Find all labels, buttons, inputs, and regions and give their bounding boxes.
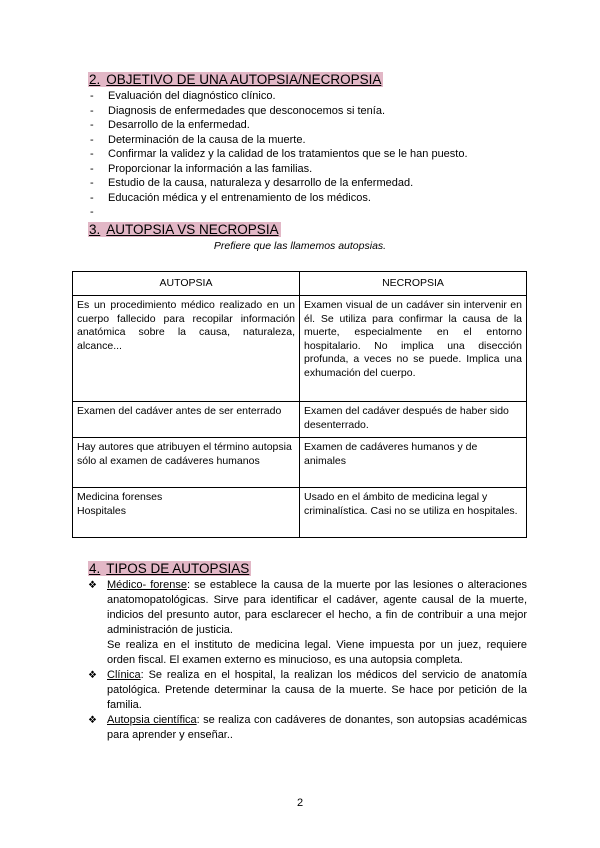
section-3-subtitle: Prefiere que las llamemos autopsias.: [213, 240, 387, 252]
column-header-autopsia: AUTOPSIA: [73, 272, 300, 296]
term-label: Autopsia científica: [107, 714, 197, 726]
section-4-title: TIPOS DE AUTOPSIAS: [106, 561, 250, 576]
table-cell: Examen del cadáver antes de ser enterrado: [73, 402, 300, 438]
table-cell: Examen del cadáver después de haber sido desenterrado.: [300, 402, 527, 438]
table-cell: Hay autores que atribuyen el término autopsia sólo al examen de cadáveres humanos: [73, 438, 300, 488]
diamond-bullet-icon: ❖: [88, 670, 97, 681]
table-cell: Usado en el ámbito de medicina legal y criminalística. Casi no se utiliza en hospitales.: [300, 488, 527, 538]
section-4-number: 4.: [89, 561, 101, 576]
table-cell: Medicina forenses Hospitales: [73, 488, 300, 538]
term-label: Clínica: [107, 669, 141, 681]
table-row: [73, 296, 527, 402]
column-header-necropsia: NECROPSIA: [300, 272, 527, 296]
comparison-table: [72, 271, 527, 538]
table-cell: Examen de cadáveres humanos y de animales: [300, 438, 527, 488]
term-description: : se establece la causa de la muerte por las lesiones o alteraciones anatomopatológicas. Sirve para identificar el cadáver, agente causal de la muerte, indicios del presunto autor, para esclarecer el hecho, a fin de contribuir a una mejor administración de justicia.: [107, 579, 527, 636]
list-item: - Confirmar la validez y la calidad de los tratamientos que se le han puesto.: [88, 147, 468, 162]
section-3-number: 3.: [89, 222, 101, 237]
autopsy-types-list: [88, 578, 527, 743]
list-item: - Diagnosis de enfermedades que desconocemos si tenía.: [88, 104, 468, 119]
list-item: [88, 205, 468, 220]
list-item: [88, 578, 527, 668]
list-item: - Evaluación del diagnóstico clínico.: [88, 89, 468, 104]
section-2-heading: [88, 71, 383, 88]
term-description: : se realiza con cadáveres de donantes, son autopsias académicas para aprender y enseñar..: [107, 714, 527, 741]
table-row: [73, 438, 527, 488]
page-number: 2: [296, 797, 304, 809]
list-item: - Determinación de la causa de la muerte.: [88, 133, 468, 148]
section-3-heading: [88, 221, 281, 238]
diamond-bullet-icon: ❖: [88, 580, 97, 591]
table-row: [73, 402, 527, 438]
table-cell: Es un procedimiento médico realizado en un cuerpo fallecido para recopilar información anatómica sobre la causa, naturaleza, alcance...: [73, 296, 300, 402]
objectives-list: [88, 89, 468, 220]
list-item: - Proporcionar la información a las familias.: [88, 162, 468, 177]
list-item: - Educación médica y el entrenamiento de los médicos.: [88, 191, 468, 206]
section-3-title: AUTOPSIA VS NECROPSIA: [106, 222, 279, 237]
table-cell: Examen visual de un cadáver sin intervenir en él. Se utiliza para confirmar la causa de la muerte, especialmente en el entorno hospitalario. No implica una disección profunda, a veces no se puede. Implica una exhumación del cuerpo.: [300, 296, 527, 402]
term-description: : Se realiza en el hospital, la realizan los médicos del servicio de anatomía patológica. Pretende determinar la causa de la muerte. Se hace por petición de la familia.: [107, 669, 527, 711]
list-item: [88, 713, 527, 743]
list-item: [88, 668, 527, 713]
list-item: - Estudio de la causa, naturaleza y desarrollo de la enfermedad.: [88, 176, 468, 191]
table-row: [73, 488, 527, 538]
table-header-row: [73, 272, 527, 296]
term-label: Médico- forense: [107, 579, 187, 591]
section-2-title: OBJETIVO DE UNA AUTOPSIA/NECROPSIA: [106, 72, 382, 87]
term-extra: Se realiza en el instituto de medicina legal. Viene impuesta por un juez, requiere orden fiscal. El examen externo es minucioso, es una autopsia completa.: [107, 639, 527, 666]
section-2-number: 2.: [89, 72, 101, 87]
section-4-heading: [88, 560, 251, 577]
diamond-bullet-icon: ❖: [88, 715, 97, 726]
list-item: - Desarrollo de la enfermedad.: [88, 118, 468, 133]
